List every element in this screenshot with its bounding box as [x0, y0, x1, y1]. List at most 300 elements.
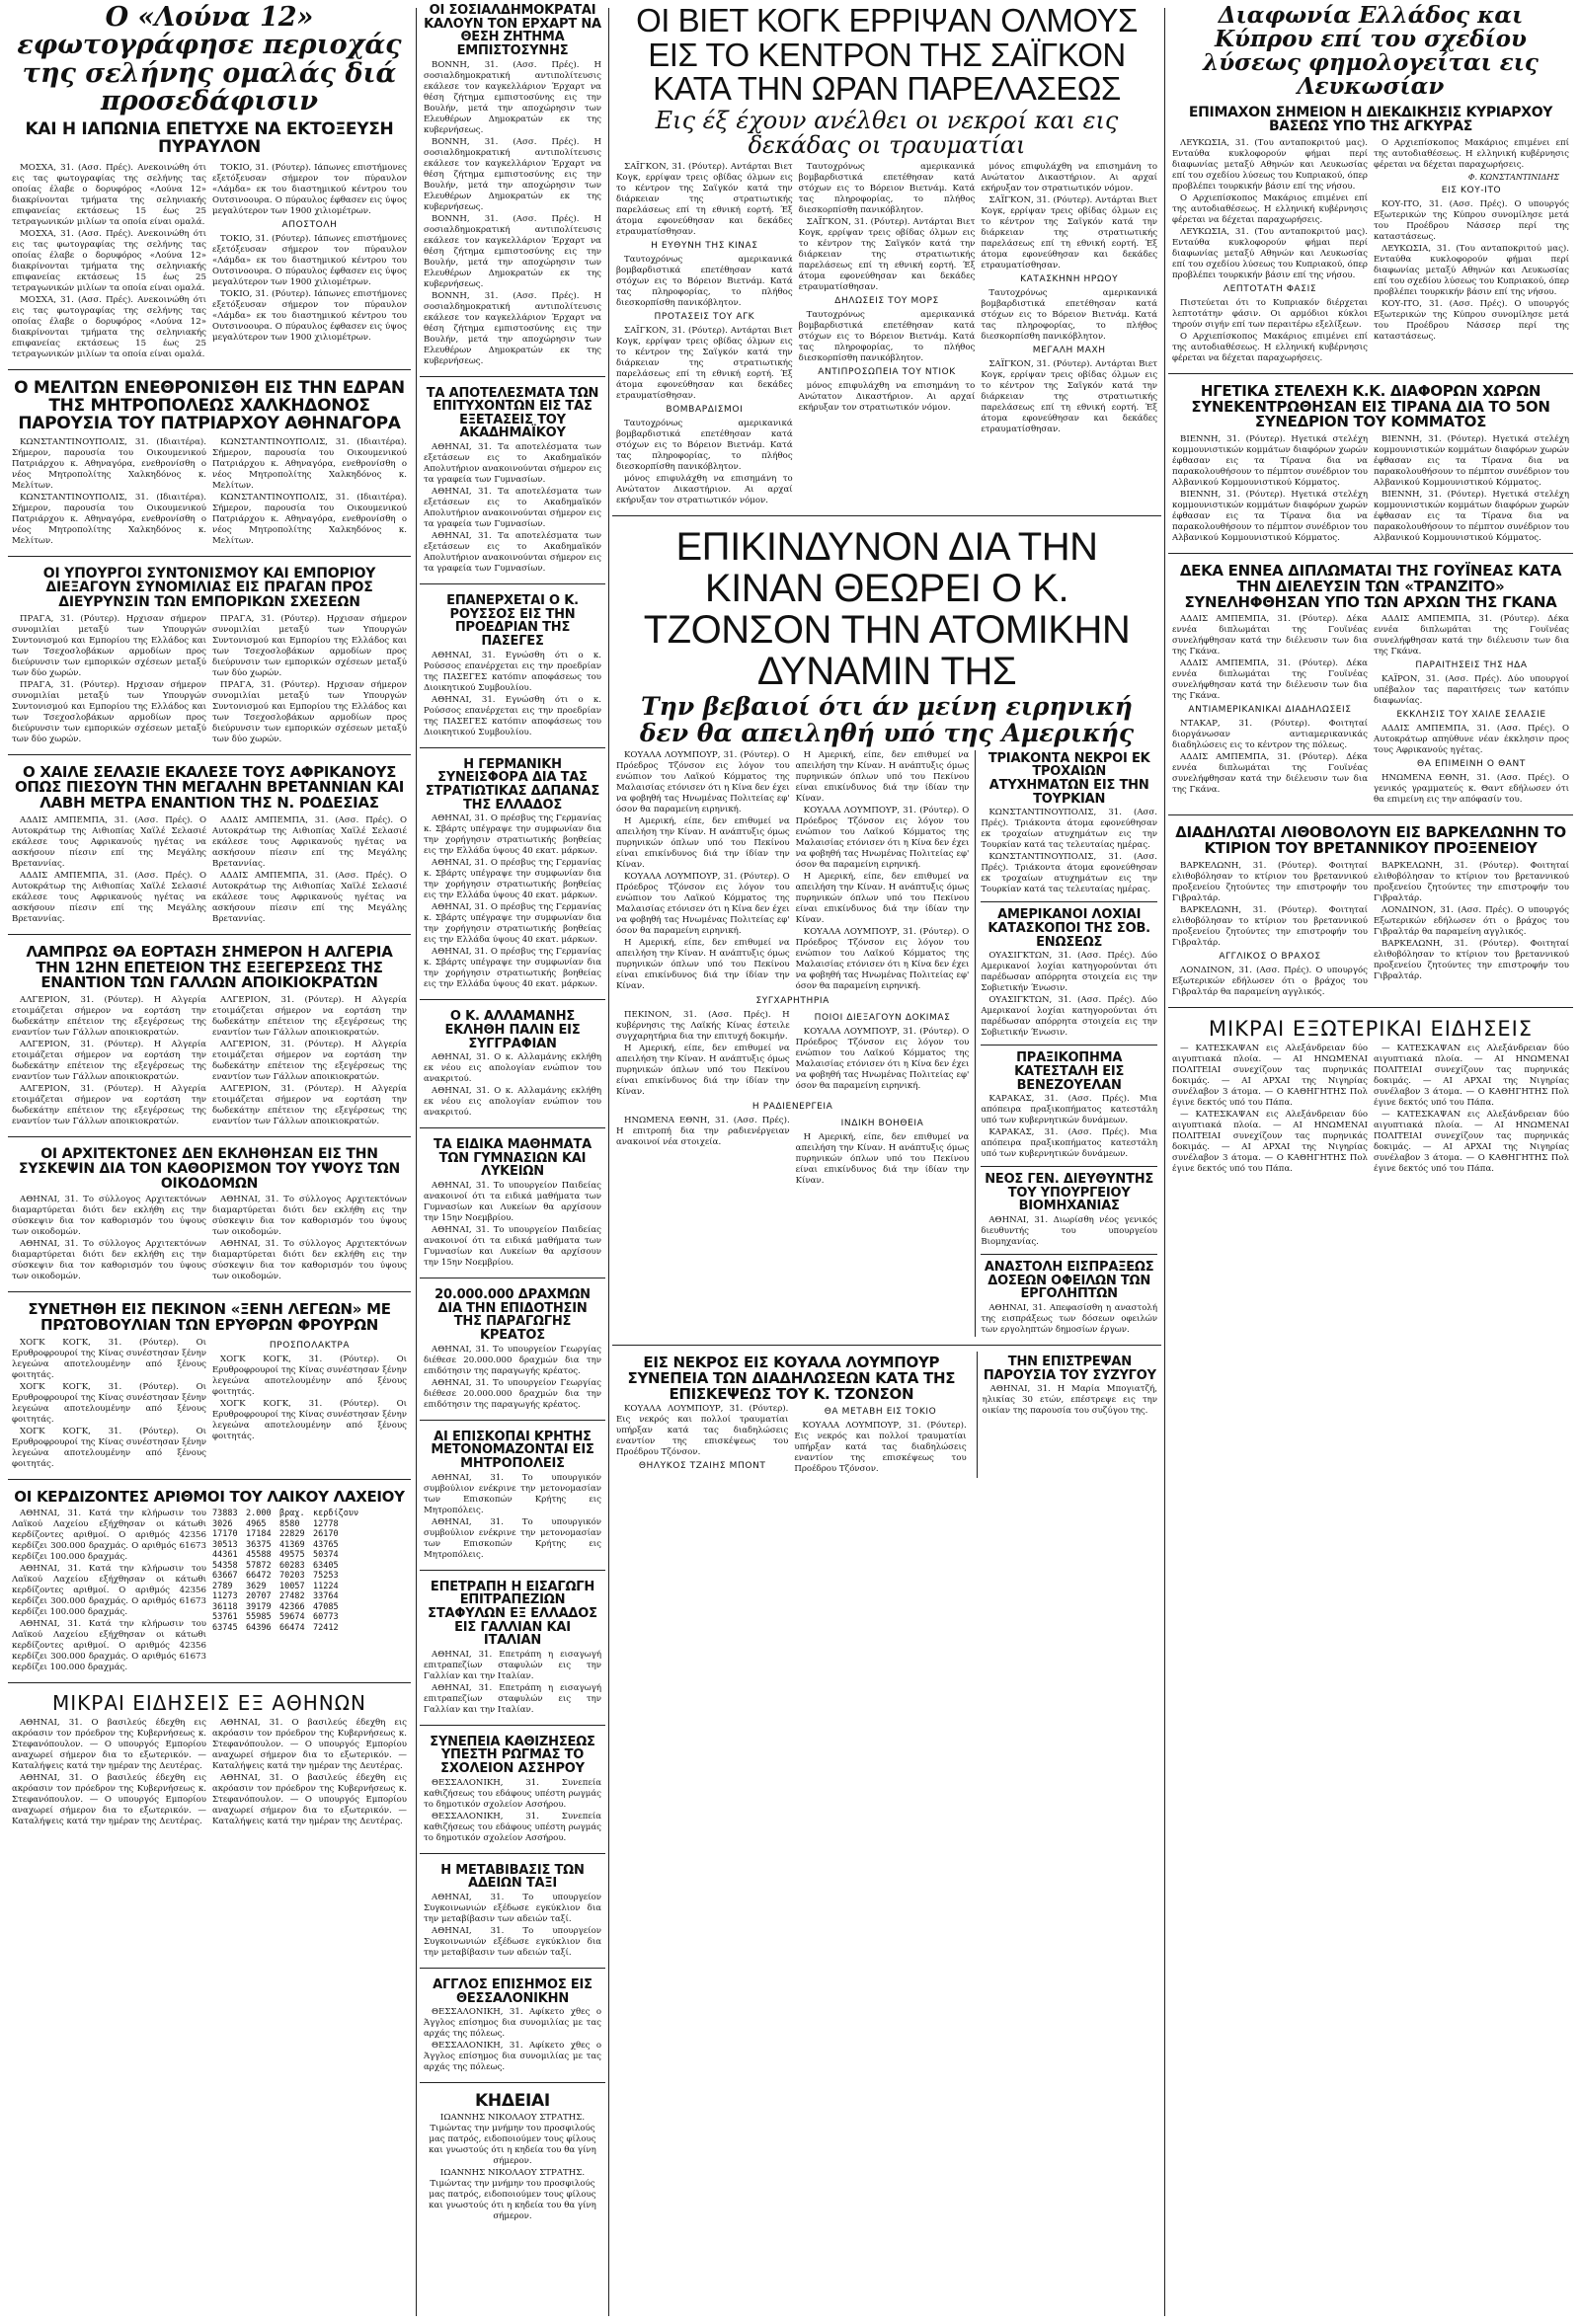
lottery-number: βραχ. [279, 1509, 305, 1519]
section-label: ΠΑΡΑΙΤΗΣΕΙΣ ΤΗΣ ΗΔΑ [1415, 660, 1528, 671]
article-text: Ταυτοχρόνως αμερικανικά βομβαρδιστικά επετέθησαν κατά στόχων εις το Βόρειον Βιετνάμ. Κατά τας πληροφορίας, το πλήθος διεσκορπίσθη πανικόβλητον. [798, 162, 976, 216]
lottery-number: 59674 [279, 1612, 305, 1623]
headline-algeria: ΛΑΜΠΡΩΣ ΘΑ ΕΟΡΤΑΣΗ ΣΗΜΕΡΟΝ Η ΑΛΓΕΡΙΑ ΤΗΝ 12ΗΝ ΕΠΕΤΕΙΟΝ ΤΗΣ ΕΞΕΓΕΡΣΕΩΣ ΤΗΣ ΕΝΑΝΤΙΟΝ ΤΩΝ ΓΑΛΛΩΝ ΑΠΟΙΚΙΟΚΡΑΤΩΝ [26, 942, 393, 992]
article-text: ΧΟΓΚ ΚΟΓΚ, 31. (Ρόυτερ). Οι Ερυθροφρουροί της Κίνας συνέστησαν ξένην λεγεώνα αποτελουμένην από ξένους φοιτητάς. [12, 1337, 206, 1380]
lottery-number: 3026 [212, 1518, 233, 1529]
article-tirana [1168, 380, 1573, 547]
article-text: ΚΟΥΑΛΑ ΛΟΥΜΠΟΥΡ, 31. (Ρόυτερ). Ο Πρόεδρος Τζόνσον εις λόγον του ενώπιον του Λαϊκού Κόμματος της Μαλαισίας ετόνισεν ότι η Κίνα δεν έχει να φοβηθή τας Ηνωμένας Πολιτείας εφ' όσον θα παραμείνη ειρηνική. [795, 1026, 970, 1091]
article-taxi [420, 1860, 605, 1962]
lottery-number: 63405 [313, 1560, 339, 1571]
lottery-number: 41369 [279, 1539, 305, 1550]
lottery-number: 63745 [212, 1622, 238, 1633]
lottery-number: 53761 [212, 1612, 238, 1623]
article-kuala-lumpur-dead [612, 1352, 971, 1478]
article-text: μόνος επιφυλάχθη να επισημάνη το Ανώτατον Δικαστήριον. Αι αρχαί εκήρυξαν τον στρατιωτικόν νόμον. [616, 474, 793, 506]
article-text: ΑΘΗΝΑΙ, 31. Το υπουργείον Γεωργίας διέθεσε 20.000.000 δραχμών δια την επιδότησιν της παραγωγής κρέατος. [424, 1377, 601, 1410]
article-english-official [420, 1975, 605, 2076]
article-text: ΘΕΣΣΑΛΟΝΙΚΗ, 31. Συνεπεία καθιζήσεως του εδάφους υπέστη ρωγμάς το δημοτικόν σχολείον Ασσήρου. [424, 1811, 601, 1843]
article-athens-news [8, 1689, 411, 1830]
headline-foreign-briefs: ΜΙΚΡΑΙ ΕΞΩΤΕΡΙΚΑΙ ΕΙΔΗΣΕΙΣ [1208, 1016, 1534, 1041]
headline-lessons: ΤΑ ΕΙΔΙΚΑ ΜΑΘΗΜΑΤΑ ΤΩΝ ΓΥΜΝΑΣΙΩΝ ΚΑΙ ΛΥΚΕΙΩΝ [434, 1137, 592, 1180]
section-label: ΑΝΤΙΑΜΕΡΙΚΑΝΙΚΑΙ ΔΙΑΔΗΛΩΣΕΙΣ [1188, 705, 1352, 716]
article-text: ΑΘΗΝΑΙ, 31. Εγνώσθη ότι ο κ. Ρούσσος επανέρχεται εις την προεδρίαν της ΠΑΣΕΓΕΣ κατόπιν αποφάσεως του Διοικητικού Συμβουλίου. [424, 650, 601, 693]
article-vietcong [612, 0, 1161, 509]
lottery-number: 17184 [246, 1529, 272, 1540]
article-text: ΑΘΗΝΑΙ, 31. Κατά την κλήρωσιν του Λαϊκού Λαχείου εξήχθησαν οι κάτωθι κερδίζοντες αριθμοί. Ο αριθμός 42356 κερδίζει 300.000 δραχμάς. Ο αριθμός 61673 κερδίζει 100.000 δραχμάς. [12, 1509, 206, 1563]
article-text: ΚΟΥ-ΙΤΟ, 31. (Ασσ. Πρές). Ο υπουργός Εξωτερικών της Κύπρου συνομίλησε μετά του Προέδρου Νάσσερ περί της καταστάσεως. [1374, 298, 1569, 342]
article-text: Ταυτοχρόνως αμερικανικά βομβαρδιστικά επετέθησαν κατά στόχων εις το Βόρειον Βιετνάμ. Κατά τας πληροφορίας, το πλήθος διεσκορπίσθη πανικόβλητον. [981, 288, 1158, 343]
article-text: ΑΛΓΕΡΙΟΝ, 31. (Ρόυτερ). Η Αλγερία ετοιμάζεται σήμερον να εορτάση την δωδεκάτην επέτειον της εξεγέρσεως της εναντίον των Γάλλων αποικιοκρατών. [212, 1084, 407, 1127]
article-ministers-prague [8, 563, 411, 748]
article-text: ΑΛΓΕΡΙΟΝ, 31. (Ρόυτερ). Η Αλγερία ετοιμάζεται σήμερον να εορτάση την δωδεκάτην επέτειον της εξεγέρσεως της εναντίον των Γάλλων αποικιοκρατών. [212, 1040, 407, 1083]
section-label: ΠΟΙΟΙ ΔΙΕΞΑΓΟΥΝ ΔΟΚΙΜΑΣ [814, 1012, 951, 1023]
lottery-number: 11224 [313, 1581, 339, 1591]
article-text: ΑΘΗΝΑΙ, 31. Επετράπη η εισαγωγή επιτραπεζίων σταφυλών εις την Γαλλίαν και την Ιταλίαν. [424, 1682, 601, 1715]
article-text: ΑΛΓΕΡΙΟΝ, 31. (Ρόυτερ). Η Αλγερία ετοιμάζεται σήμερον να εορτάση την δωδεκάτην επέτειον της εξεγέρσεως της εναντίον των Γάλλων αποικιοκρατών. [12, 995, 206, 1039]
article-text: ΑΔΔΙΣ ΑΜΠΕΜΠΑ, 31. (Ασσ. Πρές). Ο Αυτοκράτωρ της Αιθιοπίας Χαϊλέ Σελασιέ εκάλεσε τους Αφρικανούς ηγέτας να ασκήσουν πίεσιν επί της Μεγάλης Βρεταννίας. [12, 814, 206, 869]
article-text: ΛΕΥΚΩΣΙΑ, 31. (Του ανταποκριτού μας). Ενταύθα κυκλοφορούν φήμαι περί διαφωνίας μεταξύ Αθηνών και Λευκωσίας επί του σχεδίου λύσεως του Κυπριακού, όπερ προβλέπει τουρκικήν βάσιν επί της νήσου. [1172, 226, 1368, 280]
article-text: ΘΕΣΣΑΛΟΝΙΚΗ, 31. Αφίκετο χθες ο Άγγλος επίσημος δια συνομιλίας με τας αρχάς της πόλεως. [424, 2041, 601, 2073]
column-4 [1168, 0, 1573, 2324]
article-text: — ΚΑΤΕΣΚΑΨΑΝ εις Αλεξάνδρειαν δύο αιγυπτιακά πλοία. — ΑΙ ΗΝΩΜΕΝΑΙ ΠΟΛΙΤΕΙΑΙ συνεχίζουν τας πυρηνικάς δοκιμάς. — ΑΙ ΑΡΧΑΙ της Νιγηρίας συνέλαβον 3 άτομα. — Ο ΚΑΘΗΓΗΤΗΣ Πολ έγινε δεκτός υπό του Πάπα. [1172, 1043, 1368, 1108]
lottery-number: 43765 [313, 1539, 339, 1550]
article-barcelona [1168, 821, 1573, 1001]
lottery-number: 17170 [212, 1529, 238, 1540]
section-label: ΛΕΠΤΟΤΑΤΗ ΦΑΣΙΣ [1223, 283, 1317, 294]
article-text: ΑΘΗΝΑΙ, 31. Το σύλλογος Αρχιτεκτόνων διαμαρτύρεται διότι δεν εκλήθη εις την σύσκεψιν δια τον καθορισμόν του ύψους των οικοδομών. [212, 1195, 407, 1238]
article-text: ΑΘΗΝΑΙ, 31. Το υπουργείον Συγκοινωνιών εξέδωσε εγκύκλιον δια την μεταβίβασιν των αδειών ταξί. [424, 1925, 601, 1958]
article-architects [8, 1143, 411, 1285]
lottery-number: κερδίζουν [313, 1509, 359, 1519]
lottery-number: 63667 [212, 1571, 238, 1582]
lottery-numbers-table [212, 1509, 407, 1674]
article-text: ΑΘΗΝΑΙ, 31. Ο πρέσβυς της Γερμανίας κ. Σβάρτς υπέγραψε την συμφωνίαν δια την χορήγησιν στρατιωτικής βοηθείας εις την Ελλάδα ύψους 40 εκατ. μάρκων. [424, 858, 601, 901]
article-text: ΚΩΝΣΤΑΝΤΙΝΟΥΠΟΛΙΣ, 31. (Ιδιαιτέρα). Σήμερον, παρουσία του Οικουμενικού Πατριάρχου κ. Αθηναγόρα, ενεθρονίσθη ο νέος Μητροπολίτης Χαλκηδόνος κ. Μελίτων. [212, 492, 407, 546]
article-text: ΚΩΝΣΤΑΝΤΙΝΟΥΠΟΛΙΣ, 31. (Ιδιαιτέρα). Σήμερον, παρουσία του Οικουμενικού Πατριάρχου κ. Αθηναγόρα, ενεθρονίσθη ο νέος Μητροπολίτης Χαλκηδόνος κ. Μελίτων. [12, 492, 206, 546]
lottery-number: 27482 [279, 1591, 305, 1602]
article-foreign-legion [8, 1298, 411, 1473]
lottery-row [212, 1582, 407, 1592]
article-text: ΑΘΗΝΑΙ, 31. Το σύλλογος Αρχιτεκτόνων διαμαρτύρεται διότι δεν εκλήθη εις την σύσκεψιν δια τον καθορισμόν του ύψους των οικοδομών. [12, 1239, 206, 1282]
headline-returned: ΤΗΝ ΕΠΙΣΤΡΕΨΑΝ ΠΑΡΟΥΣΙΑ ΤΟΥ ΣΥΖΥΓΟΥ [983, 1355, 1156, 1383]
article-text: ΗΝΩΜΕΝΑ ΕΘΝΗ, 31. (Ασσ. Πρές). Η επιτροπή δια την ραδιενέργειαν ανακοινοί νέα στοιχεία. [616, 1115, 790, 1147]
article-text: ΑΘΗΝΑΙ, 31. Ο κ. Αλλαμάνης εκλήθη εκ νέου εις απολογίαν ενώπιον του ανακριτού. [424, 1086, 601, 1119]
article-text: ΑΘΗΝΑΙ, 31. Ο κ. Αλλαμάνης εκλήθη εκ νέου εις απολογίαν ενώπιον του ανακριτού. [424, 1052, 601, 1085]
article-text: ΚΟΥΑΛΑ ΛΟΥΜΠΟΥΡ, 31. (Ρόυτερ). Ο Πρόεδρος Τζόνσον εις λόγον του ενώπιον του Λαϊκού Κόμματος της Μαλαισίας ετόνισεν ότι η Κίνα δεν έχει να φοβηθή τας Ηνωμένας Πολιτείας εφ' όσον θα παραμείνη ειρηνική. [616, 871, 790, 936]
article-text: ΑΘΗΝΑΙ, 31. Το υπουργικόν συμβούλιον ενέκρινε την μετονομασίαν των Επισκοπών Κρήτης εις Μητροπόλεις. [424, 1472, 601, 1515]
headline-grapes: ΕΠΕΤΡΑΠΗ Η ΕΙΣΑΓΩΓΗ ΕΠΙΤΡΑΠΕΖΙΩΝ ΣΤΑΦΥΛΩΝ ΕΞ ΕΛΛΑΔΟΣ ΕΙΣ ΓΑΛΛΙΑΝ ΚΑΙ ΙΤΑΛΙΑΝ [428, 1579, 597, 1649]
article-text: ΣΑΪΓΚΟΝ, 31. (Ρόυτερ). Αντάρται Βιετ Κογκ, ερρίψαν τρεις οβίδας όλμων εις το κέντρον της Σαϊγκόν κατά την διάρκειαν της στρατιωτικής παρελάσεως επί τη εθνική εορτή. Έξ άτομα εφονεύθησαν και δεκάδες ετραυματίσθησαν. [981, 359, 1158, 435]
section-label: ΣΥΓΧΑΡΗΤΗΡΙΑ [755, 995, 830, 1006]
article-school-cracks [420, 1732, 605, 1847]
article-text: ΑΘΗΝΑΙ, 31. Το σύλλογος Αρχιτεκτόνων διαμαρτύρεται διότι δεν εκλήθη εις την σύσκεψιν δια τον καθορισμόν του ύψους των οικοδομών. [12, 1195, 206, 1238]
article-text: ΚΟΥΑΛΑ ΛΟΥΜΠΟΥΡ, 31. (Ρόυτερ). Ο Πρόεδρος Τζόνσον εις λόγον του ενώπιον του Λαϊκού Κόμματος της Μαλαισίας ετόνισεν ότι η Κίνα δεν έχει να φοβηθή τας Ηνωμένας Πολιτείας εφ' όσον θα παραμείνη ειρηνική. [795, 805, 970, 870]
section-label: ΑΠΟΣΤΟΛΗ [281, 220, 338, 231]
lottery-number: 72412 [313, 1622, 339, 1633]
lottery-number: 66474 [279, 1622, 305, 1633]
article-text: ΚΑΪΡΟΝ, 31. (Ασσ. Πρές). Δύο υπουργοί υπέβαλον τας παραιτήσεις των κατόπιν διαφωνίας. [1374, 674, 1569, 707]
column-1 [8, 0, 411, 2324]
article-text: ΒΟΝΝΗ, 31. (Ασσ. Πρές). Η σοσιαλδημοκρατική αντιπολίτευσις εκάλεσε τον καγκελλάριον Έρχαρτ να θέση ζήτημα εμπιστοσύνης εις την Βουλήν, μετά την αποχώρησιν των Ελευθέρων Δημοκρατών εκ της κυβερνήσεως. [424, 290, 601, 366]
article-text: Η Αμερική, είπε, δεν επιθυμεί να απειλήση την Κίναν. Η ανάπτυξις όμως πυρηνικών όπλων υπό του Πεκίνου είναι επικίνδυνος διά την ίδίαν την Κίναν. [616, 937, 790, 991]
headline-guinea: ΔΕΚΑ ΕΝΝΕΑ ΔΙΠΛΩΜΑΤΑΙ ΤΗΣ ΓΟΥΪΝΕΑΣ ΚΑΤΑ ΤΗΝ ΔΙΕΛΕΥΣΙΝ ΤΩΝ «ΤΡΑΝΖΙΤΟ» ΣΥΝΕΛΗΦΘΗΣΑΝ ΥΠΟ ΤΩΝ ΑΡΧΩΝ ΤΗΣ ΓΚΑΝΑ [1179, 562, 1562, 611]
lottery-row [212, 1519, 407, 1530]
article-text: ΑΘΗΝΑΙ, 31. Ο πρέσβυς της Γερμανίας κ. Σβάρτς υπέγραψε την συμφωνίαν δια την χορήγησιν στρατιωτικής βοηθείας εις την Ελλάδα ύψους 40 εκατ. μάρκων. [424, 902, 601, 946]
lottery-number: 70203 [279, 1571, 305, 1582]
article-text: Ο Αρχιεπίσκοπος Μακάριος επιμένει επί της αυτοδιαθέσεως. Η ελληνική κυβέρνησις φέρεται να δέχεται παραχωρήσεις. [1172, 331, 1368, 363]
article-text: ΠΡΑΓΑ, 31. (Ρόυτερ). Ηρχισαν σήμερον συνομιλίαι μεταξύ των Υπουργών Συντονισμού και Εμπορίου της Ελλάδος και των Τσεχοσλοβάκων αρμοδίων προς διεύρυνσιν των εμπορικών σχέσεων μεταξύ των δύο χωρών. [212, 613, 407, 678]
article-german-contribution [420, 754, 605, 994]
article-text: ΑΔΔΙΣ ΑΜΠΕΜΠΑ, 31. (Ασσ. Πρές). Ο Αυτοκράτωρ της Αιθιοπίας Χαϊλέ Σελασιέ εκάλεσε τους Αφρικανούς ηγέτας να ασκήσουν πίεσιν επί της Μεγάλης Βρεταννίας. [12, 870, 206, 924]
article-lottery [8, 1486, 411, 1677]
lottery-number: 36375 [246, 1539, 272, 1550]
article-text: ΤΟΚΙΟ, 31. (Ρόυτερ). Ιάπωνες επιστήμονες εξετόξευσαν σήμερον τον πύραυλον «Λάμδα» εκ του διαστημικού κέντρου του Ουτσινοουρα. Ο πύραυλος έφθασεν εις ύψος μεγαλύτερον των 1900 χιλιομέτρων. [212, 289, 407, 344]
article-text: ΑΘΗΝΑΙ, 31. Ο πρέσβυς της Γερμανίας κ. Σβάρτς υπέγραψε την συμφωνίαν δια την χορήγησιν στρατιωτικής βοηθείας εις την Ελλάδα ύψους 40 εκατ. μάρκων. [424, 947, 601, 990]
article-text: ΑΘΗΝΑΙ, 31. Το σύλλογος Αρχιτεκτόνων διαμαρτύρεται διότι δεν εκλήθη εις την σύσκεψιν δια τον καθορισμόν του ύψους των οικοδομών. [212, 1239, 407, 1282]
article-text: ΛΟΝΔΙΝΟΝ, 31. (Ασσ. Πρές). Ο υπουργός Εξωτερικών εδήλωσεν ότι ο βράχος του Γιβραλτάρ θα παραμείνη αγγλικός. [1374, 904, 1569, 937]
article-exams [420, 383, 605, 579]
headline-haile: Ο ΧΑΙΛΕ ΣΕΛΑΣΙΕ ΕΚΑΛΕΣΕ ΤΟΥΣ ΑΦΡΙΚΑΝΟΥΣ ΟΠΩΣ ΠΙΕΣΟΥΝ ΤΗΝ ΜΕΓΑΛΗΝ ΒΡΕΤΑΝΝΙΑΝ ΚΑΙ ΛΑΒΗ ΜΕΤΡΑ ΕΝΑΝΤΙΟΝ ΤΗΣ Ν. ΡΟΔΕΣΙΑΣ [14, 762, 405, 813]
headline-luna: Ο «Λούνα 12» εφωτογράφησε περιοχάς της σελήνης ομαλάς διά προσεδάφισιν [17, 2, 402, 117]
article-text: ΑΔΔΙΣ ΑΜΠΕΜΠΑ, 31. (Ασσ. Πρές). Ο Αυτοκράτωρ της Αιθιοπίας Χαϊλέ Σελασιέ εκάλεσε τους Αφρικανούς ηγέτας να ασκήσουν πίεσιν επί της Μεγάλης Βρεταννίας. [212, 870, 407, 924]
article-text: ΑΘΗΝΑΙ, 31. Το υπουργικόν συμβούλιον ενέκρινε την μετονομασίαν των Επισκοπών Κρήτης εις Μητροπόλεις. [424, 1516, 601, 1560]
article-johnson-china [612, 522, 1161, 1339]
lottery-number: 50374 [313, 1550, 339, 1561]
article-text: ΒΙΕΝΝΗ, 31. (Ρόυτερ). Ηγετικά στελέχη κομμουνιστικών κομμάτων διαφόρων χωρών έφθασαν εις τα Τίρανα δια να παρακολουθήσουν το πέμπτον συνέδριον του Αλβανικού Κομμουνιστικού Κόμματος. [1172, 434, 1368, 489]
article-text: ΜΟΣΧΑ, 31. (Ασσ. Πρές). Ανεκοινώθη ότι εις τας φωτογραφίας της σελήνης τας οποίας έλαβε ο δορυφόρος «Λούνα 12» διακρίνονται τμήματα της σεληνιακής επιφανείας εκτάσεως 15 έως 25 τετραγωνικών μιλίων τα οποία είναι ομαλά. [12, 163, 206, 228]
lottery-row [212, 1509, 407, 1519]
article-text: Η Αμερική, είπε, δεν επιθυμεί να απειλήση την Κίναν. Η ανάπτυξις όμως πυρηνικών όπλων υπό του Πεκίνου είναι επικίνδυνος διά την ίδίαν την Κίναν. [616, 1043, 790, 1097]
headline-tirana: ΗΓΕΤΙΚΑ ΣΤΕΛΕΧΗ Κ.Κ. ΔΙΑΦΟΡΩΝ ΧΩΡΩΝ ΣΥΝΕΚΕΝΤΡΩΘΗΣΑΝ ΕΙΣ ΤΙΡΑΝΑ ΔΙΑ ΤΟ 5ΟΝ ΣΥΝΕΔΡΙΟΝ ΤΟΥ ΚΟΜΜΑΤΟΣ [1191, 381, 1550, 431]
headline-german: Η ΓΕΡΜΑΝΙΚΗ ΣΥΝΕΙΣΦΟΡΑ ΔΙΑ ΤΑΣ ΣΤΡΑΤΙΩΤΙΚΑΣ ΔΑΠΑΝΑΣ ΤΗΣ ΕΛΛΑΔΟΣ [425, 756, 600, 813]
article-meat-subsidy [420, 1284, 605, 1414]
headline-english-official: ΑΓΓΛΟΣ ΕΠΙΣΗΜΟΣ ΕΙΣ ΘΕΣΣΑΛΟΝΙΚΗΝ [433, 1976, 592, 2006]
section-label: Η ΡΑΔΙΕΝΕΡΓΕΙΑ [751, 1101, 833, 1112]
headline-taxi: Η ΜΕΤΑΒΙΒΑΣΙΣ ΤΩΝ ΑΔΕΙΩΝ ΤΑΞΙ [440, 1862, 585, 1892]
article-text: ΑΘΗΝΑΙ, 31. Το υπουργείον Γεωργίας διέθεσε 20.000.000 δραχμών δια την επιδότησιν της παραγωγής κρέατος. [424, 1344, 601, 1376]
headline-turkey-accidents: ΤΡΙΑΚΟΝΤΑ ΝΕΚΡΟΙ ΕΚ ΤΡΟΧΑΙΩΝ ΑΤΥΧΗΜΑΤΩΝ ΕΙΣ ΤΗΝ ΤΟΥΡΚΙΑΝ [988, 750, 1150, 807]
column-rule-3 [1164, 8, 1165, 2316]
article-text: ΤΟΚΙΟ, 31. (Ρόυτερ). Ιάπωνες επιστήμονες εξετόξευσαν σήμερον τον πύραυλον «Λάμδα» εκ του διαστημικού κέντρου του Ουτσινοουρα. Ο πύραυλος έφθασεν εις ύψος μεγαλύτερον των 1900 χιλιομέτρων. [212, 234, 407, 288]
article-text: ΑΔΔΙΣ ΑΜΠΕΜΠΑ, 31. (Ρόυτερ). Δέκα εννέα διπλωμάται της Γουϊνέας συνελήφθησαν κατά την διέλευσιν των δια της Γκάνα. [1374, 614, 1569, 658]
article-text: ΚΑΡΑΚΑΣ, 31. (Ασσ. Πρές). Μια απόπειρα πραξικοπήματος κατεστάλη υπό των κυβερνητικών δυνάμεων. [981, 1127, 1157, 1160]
lottery-row [212, 1591, 407, 1602]
section-label: ΑΝΤΙΠΡΟΣΩΠΕΙΑ ΤΟΥ ΝΤΙΟΚ [818, 367, 956, 378]
article-text: — ΚΑΤΕΣΚΑΨΑΝ εις Αλεξάνδρειαν δύο αιγυπτιακά πλοία. — ΑΙ ΗΝΩΜΕΝΑΙ ΠΟΛΙΤΕΙΑΙ συνεχίζουν τας πυρηνικάς δοκιμάς. — ΑΙ ΑΡΧΑΙ της Νιγηρίας συνέλαβον 3 άτομα. — Ο ΚΑΘΗΓΗΤΗΣ Πολ έγινε δεκτός υπό του Πάπα. [1374, 1043, 1569, 1108]
column-3 [612, 0, 1161, 2324]
lottery-number: 44361 [212, 1550, 238, 1561]
article-text: ΑΛΓΕΡΙΟΝ, 31. (Ρόυτερ). Η Αλγερία ετοιμάζεται σήμερον να εορτάση την δωδεκάτην επέτειον της εξεγέρσεως της εναντίον των Γάλλων αποικιοκρατών. [12, 1084, 206, 1127]
article-returned-wife [977, 1352, 1161, 1478]
article-text: ΘΕΣΣΑΛΟΝΙΚΗ, 31. Συνεπεία καθιζήσεως του εδάφους υπέστη ρωγμάς το δημοτικόν σχολείον Ασσήρου. [424, 1777, 601, 1810]
article-text: ΚΟΥ-ΙΤΟ, 31. (Ασσ. Πρές). Ο υπουργός Εξωτερικών της Κύπρου συνομίλησε μετά του Προέδρου Νάσσερ περί της καταστάσεως. [1374, 198, 1569, 242]
headline-exams: ΤΑ ΑΠΟΤΕΛΕΣΜΑΤΑ ΤΩΝ ΕΠΙΤΥΧΟΝΤΩΝ ΕΙΣ ΤΑΣ ΕΞΕΤΑΣΕΙΣ ΤΟΥ ΑΚΑΔΗΜΑΪΚΟΥ [426, 385, 599, 441]
article-text: ΣΑΪΓΚΟΝ, 31. (Ρόυτερ). Αντάρται Βιετ Κογκ, ερρίψαν τρεις οβίδας όλμων εις το κέντρον της Σαϊγκόν κατά την διάρκειαν της στρατιωτικής παρελάσεως επί τη εθνική εορτή. Έξ άτομα εφονεύθησαν και δεκάδες ετραυματίσθησαν. [798, 217, 976, 293]
lottery-number: 2789 [212, 1581, 233, 1591]
lottery-number: 11273 [212, 1591, 238, 1602]
lottery-number: 30513 [212, 1539, 238, 1550]
headline-legion: ΣΥΝΕΤΗΘΗ ΕΙΣ ΠΕΚΙΝΟΝ «ΞΕΝΗ ΛΕΓΕΩΝ» ΜΕ ΠΡΩΤΟΒΟΥΛΙΑΝ ΤΩΝ ΕΡΥΘΡΩΝ ΦΡΟΥΡΩΝ [28, 1300, 391, 1334]
lottery-row [212, 1529, 407, 1540]
article-text: ΑΔΔΙΣ ΑΜΠΕΜΠΑ, 31. (Ασσ. Πρές). Ο Αυτοκράτωρ της Αιθιοπίας Χαϊλέ Σελασιέ εκάλεσε τους Αφρικανούς ηγέτας να ασκήσουν πίεσιν επί της Μεγάλης Βρεταννίας. [212, 814, 407, 869]
lottery-number: 54358 [212, 1560, 238, 1571]
article-text: Ταυτοχρόνως αμερικανικά βομβαρδιστικά επετέθησαν κατά στόχων εις το Βόρειον Βιετνάμ. Κατά τας πληροφορίας, το πλήθος διεσκορπίσθη πανικόβλητον. [616, 255, 793, 309]
article-text: Ταυτοχρόνως αμερικανικά βομβαρδιστικά επετέθησαν κατά στόχων εις το Βόρειον Βιετνάμ. Κατά τας πληροφορίας, το πλήθος διεσκορπίσθη πανικόβλητον. [616, 419, 793, 473]
lottery-number: 66472 [246, 1571, 272, 1582]
headline-meliton: Ο ΜΕΛΙΤΩΝ ΕΝΕΘΡΟΝΙΣΘΗ ΕΙΣ ΤΗΝ ΕΔΡΑΝ ΤΗΣ ΜΗΤΡΟΠΟΛΕΩΣ ΧΑΛΚΗΔΟΝΟΣ ΠΑΡΟΥΣΙΑ ΤΟΥ ΠΑΤΡΙΑΡΧΟΥ ΑΘΗΝΑΓΟΡΑ [14, 378, 405, 433]
lottery-number: 10057 [279, 1581, 305, 1591]
article-text: ΑΘΗΝΑΙ, 31. Ο βασιλεύς έδεχθη εις ακρόασιν τον πρόεδρον της Κυβερνήσεως κ. Στεφανόπουλον. — Ο υπουργός Εμπορίου αναχωρεί σήμερον δια το εξωτερικόν. — Καταλήψεις κατά την ημέραν της Δευτέρας. [12, 1773, 206, 1827]
article-text: ΒΑΡΚΕΛΩΝΗ, 31. (Ρόυτερ). Φοιτηταί ελιθοβόλησαν το κτίριον του βρεταννικού προξενείου ζητούντες την επιστροφήν του Γιβραλτάρ. [1374, 938, 1569, 981]
headline-school: ΣΥΝΕΠΕΙΑ ΚΑΘΙΖΗΣΕΩΣ ΥΠΕΣΤΗ ΡΩΓΜΑΣ ΤΟ ΣΧΟΛΕΙΟΝ ΑΣΣΗΡΟΥ [430, 1734, 595, 1777]
article-crete-dioceses [420, 1427, 605, 1564]
subheadline-johnson-china: Την βεβαιοί ότι άν μείνη ειρηνική δεν θα απειληθή υπό της Αμερικής [639, 692, 1135, 747]
article-text: ΙΩΑΝΝΗΣ ΝΙΚΟΛΑΟΥ ΣΤΡΑΤΗΣ. Τιμώντας την μνήμην του προσφιλούς μας πατρός, ειδοποιούμεν τους φίλους και γνωστούς ότι η κηδεία του θα γίνη σήμερον. [429, 2113, 596, 2167]
article-erhard [420, 0, 605, 370]
headline-johnson-china: ΕΠΙΚΙΝΔΥΝΟΝ ΔΙΑ ΤΗΝ ΚΙΝΑΝ ΘΕΩΡΕΙ Ο Κ. ΤΖΟΝΣΟΝ ΤΗΝ ΑΤΟΜΙΚΗΝ ΔΥΝΑΜΙΝ ΤΗΣ [643, 525, 1131, 694]
article-text: ΤΟΚΙΟ, 31. (Ρόυτερ). Ιάπωνες επιστήμονες εξετόξευσαν σήμερον τον πύραυλον «Λάμδα» εκ του διαστημικού κέντρου του Ουτσινοουρα. Ο πύραυλος έφθασεν εις ύψος μεγαλύτερον των 1900 χιλιομέτρων. [212, 163, 407, 217]
article-text: ΧΟΓΚ ΚΟΓΚ, 31. (Ρόυτερ). Οι Ερυθροφρουροί της Κίνας συνέστησαν ξένην λεγεώνα αποτελουμένην από ξένους φοιτητάς. [12, 1426, 206, 1469]
lottery-number: 49575 [279, 1550, 305, 1561]
subheadline-japan-rocket: ΚΑΙ Η ΙΑΠΩΝΙΑ ΕΠΕΤΥΧΕ ΝΑ ΕΚΤΟΞΕΥΣΗ ΠΥΡΑΥΛΟΝ [25, 119, 394, 158]
lottery-row [212, 1540, 407, 1551]
article-text: ΑΘΗΝΑΙ, 31. Τα αποτελέσματα των εξετάσεων εις το Ακαδημαϊκόν Απολυτήριον ανακοινούνται σήμερον εις τα γραφεία των Γυμνασίων. [424, 487, 601, 530]
article-text: ΑΔΔΙΣ ΑΜΠΕΜΠΑ, 31. (Ρόυτερ). Δέκα εννέα διπλωμάται της Γουϊνέας συνελήφθησαν κατά την διέλευσιν των δια της Γκάνα. [1172, 658, 1368, 702]
article-text: ΛΕΥΚΩΣΙΑ, 31. (Του ανταποκριτού μας). Ενταύθα κυκλοφορούν φήμαι περί διαφωνίας μεταξύ Αθηνών και Λευκωσίας επί του σχεδίου λύσεως του Κυπριακού, όπερ προβλέπει τουρκικήν βάσιν επί της νήσου. [1172, 137, 1368, 192]
article-text: Η Αμερική, είπε, δεν επιθυμεί να απειλήση την Κίναν. Η ανάπτυξις όμως πυρηνικών όπλων υπό του Πεκίνου είναι επικίνδυνος διά την ίδίαν την Κίναν. [795, 1131, 970, 1186]
headline-sergeants-spies: ΑΜΕΡΙΚΑΝΟΙ ΛΟΧΙΑΙ ΚΑΤΑΣΚΟΠΟΙ ΤΗΣ ΣΟΒ. ΕΝΩΣΕΩΣ [988, 907, 1150, 950]
section-label: ΔΗΛΩΣΕΙΣ ΤΟΥ ΜΟΡΣ [834, 296, 939, 307]
headline-kuala-lumpur: ΕΙΣ ΝΕΚΡΟΣ ΕΙΣ ΚΟΥΑΛΑ ΛΟΥΜΠΟΥΡ ΣΥΝΕΠΕΙΑ ΤΩΝ ΔΙΑΔΗΛΩΣΕΩΝ ΚΑΤΑ ΤΗΣ ΕΠΙΣΚΕΨΕΩΣ ΤΟΥ Κ. ΤΖΟΝΣΟΝ [627, 1354, 956, 1403]
lottery-number: 64396 [246, 1622, 272, 1633]
lottery-row [212, 1571, 407, 1582]
lottery-number: 20707 [246, 1591, 272, 1602]
article-grapes [420, 1577, 605, 1719]
article-text: ΠΕΚΙΝΟΝ, 31. (Ασσ. Πρές). Η κυβέρνησις της Λαϊκής Κίνας έστειλε συγχαρητήρια δια την επιτυχή δοκιμήν. [616, 1009, 790, 1042]
article-text: ΒΑΡΚΕΛΩΝΗ, 31. (Ρόυτερ). Φοιτηταί ελιθοβόλησαν το κτίριον του βρεταννικού προξενείου ζητούντες την επιστροφήν του Γιβραλτάρ. [1172, 904, 1368, 948]
article-text: ΑΘΗΝΑΙ, 31. Τα αποτελέσματα των εξετάσεων εις το Ακαδημαϊκόν Απολυτήριον ανακοινούνται σήμερον εις τα γραφεία των Γυμνασίων. [424, 531, 601, 575]
section-label: ΒΟΜΒΑΡΔΙΣΜΟΙ [666, 405, 744, 416]
article-text: ΒΟΝΝΗ, 31. (Ασσ. Πρές). Η σοσιαλδημοκρατική αντιπολίτευσις εκάλεσε τον καγκελλάριον Έρχαρτ να θέση ζήτημα εμπιστοσύνης εις την Βουλήν, μετά την αποχώρησιν των Ελευθέρων Δημοκρατών εκ της κυβερνήσεως. [424, 59, 601, 135]
headline-lottery: ΟΙ ΚΕΡΔΙΖΟΝΤΕΣ ΑΡΙΘΜΟΙ ΤΟΥ ΛΑΙΚΟΥ ΛΑΧΕΙΟΥ [14, 1487, 405, 1506]
headline-venezuela-coup: ΠΡΑΞΙΚΟΠΗΜΑ ΚΑΤΕΣΤΑΛΗ ΕΙΣ ΒΕΝΕΖΟΥΕΛΑΝ [1014, 1050, 1125, 1093]
article-text: ΚΟΥΑΛΑ ΛΟΥΜΠΟΥΡ, 31. (Ρόυτερ). Εις νεκρός και πολλοί τραυματίαι υπήρξαν κατά τας διαδηλώσεις εναντίον της επισκέψεως του Προέδρου Τζόνσον. [616, 1404, 789, 1458]
article-meliton [8, 376, 411, 550]
article-text: ΛΟΝΔΙΝΟΝ, 31. (Ασσ. Πρές). Ο υπουργός Εξωτερικών εδήλωσεν ότι ο βράχος του Γιβραλτάρ θα παραμείνη αγγλικός. [1172, 965, 1368, 997]
article-text: ΑΔΔΙΣ ΑΜΠΕΜΠΑ, 31. (Ασσ. Πρές). Ο Αυτοκράτωρ απηύθυνε νέαν έκκλησιν προς τους Αφρικανούς ηγέτας. [1374, 724, 1569, 756]
article-text: ΑΘΗΝΑΙ, 31. Ο βασιλεύς έδεχθη εις ακρόασιν τον πρόεδρον της Κυβερνήσεως κ. Στεφανόπουλον. — Ο υπουργός Εμπορίου αναχωρεί σήμερον δια το εξωτερικόν. — Καταλήψεις κατά την ημέραν της Δευτέρας. [212, 1773, 407, 1827]
article-text: ΚΩΝΣΤΑΝΤΙΝΟΥΠΟΛΙΣ, 31. (Ασσ. Πρές). Τριάκοντα άτομα εφονεύθησαν εκ τροχαίων ατυχημάτων εις την Τουρκίαν κατά τας τελευταίας ημέρας. [981, 808, 1157, 851]
article-text: ΑΔΔΙΣ ΑΜΠΕΜΠΑ, 31. (Ρόυτερ). Δέκα εννέα διπλωμάται της Γουϊνέας συνελήφθησαν κατά την διέλευσιν των δια της Γκάνα. [1172, 752, 1368, 796]
lottery-number: 26170 [313, 1529, 339, 1540]
section-label: ΘΗΛΥΚΟΣ ΤΖΑΙΗΣ ΜΠΟΝΤ [638, 1461, 766, 1472]
article-text: ΜΟΣΧΑ, 31. (Ασσ. Πρές). Ανεκοινώθη ότι εις τας φωτογραφίας της σελήνης τας οποίας έλαβε ο δορυφόρος «Λούνα 12» διακρίνονται τμήματα της σεληνιακής επιφανείας εκτάσεως 15 έως 25 τετραγωνικών μιλίων τα οποία είναι ομαλά. [12, 229, 206, 294]
article-text: Η Αμερική, είπε, δεν επιθυμεί να απειλήση την Κίναν. Η ανάπτυξις όμως πυρηνικών όπλων υπό του Πεκίνου είναι επικίνδυνος διά την ίδίαν την Κίναν. [795, 749, 970, 804]
lottery-number: 12778 [313, 1518, 339, 1529]
lottery-row [212, 1602, 407, 1613]
article-lessons [420, 1134, 605, 1272]
article-allamanis [420, 1006, 605, 1122]
article-luna-12 [8, 0, 411, 363]
article-text: ΛΕΥΚΩΣΙΑ, 31. (Του ανταποκριτού μας). Ενταύθα κυκλοφορούν φήμαι περί διαφωνίας μεταξύ Αθηνών και Λευκωσίας επί του σχεδίου λύσεως του Κυπριακού, όπερ προβλέπει τουρκικήν βάσιν επί της νήσου. [1374, 243, 1569, 297]
article-text: Πιστεύεται ότι το Κυπριακόν διέρχεται λεπτοτάτην φάσιν. Οι αρμόδιοι κύκλοι τηρούν σιγήν επί των περαιτέρω εξελίξεων. [1172, 297, 1368, 330]
article-text: ΚΩΝΣΤΑΝΤΙΝΟΥΠΟΛΙΣ, 31. (Ιδιαιτέρα). Σήμερον, παρουσία του Οικουμενικού Πατριάρχου κ. Αθηναγόρα, ενεθρονίσθη ο νέος Μητροπολίτης Χαλκηδόνος κ. Μελίτων. [12, 436, 206, 491]
article-text: ΑΘΗΝΑΙ, 31. Ο βασιλεύς έδεχθη εις ακρόασιν τον πρόεδρον της Κυβερνήσεως κ. Στεφανόπουλον. — Ο υπουργός Εμπορίου αναχωρεί σήμερον δια το εξωτερικόν. — Καταλήψεις κατά την ημέραν της Δευτέρας. [12, 1718, 206, 1772]
article-text: ΑΛΓΕΡΙΟΝ, 31. (Ρόυτερ). Η Αλγερία ετοιμάζεται σήμερον να εορτάση την δωδεκάτην επέτειον της εξεγέρσεως της εναντίον των Γάλλων αποικιοκρατών. [12, 1040, 206, 1083]
lottery-number: 55985 [246, 1612, 272, 1623]
article-text: — ΚΑΤΕΣΚΑΨΑΝ εις Αλεξάνδρειαν δύο αιγυπτιακά πλοία. — ΑΙ ΗΝΩΜΕΝΑΙ ΠΟΛΙΤΕΙΑΙ συνεχίζουν τας πυρηνικάς δοκιμάς. — ΑΙ ΑΡΧΑΙ της Νιγηρίας συνέλαβον 3 άτομα. — Ο ΚΑΘΗΓΗΤΗΣ Πολ έγινε δεκτός υπό του Πάπα. [1172, 1109, 1368, 1174]
article-cyprus [1168, 0, 1573, 367]
article-text: ΒΙΕΝΝΗ, 31. (Ρόυτερ). Ηγετικά στελέχη κομμουνιστικών κομμάτων διαφόρων χωρών έφθασαν εις τα Τίρανα δια να παρακολουθήσουν το πέμπτον συνέδριον του Αλβανικού Κομμουνιστικού Κόμματος. [1172, 490, 1368, 544]
lottery-number: 45588 [246, 1550, 272, 1561]
article-text: ΑΘΗΝΑΙ, 31. Κατά την κλήρωσιν του Λαϊκού Λαχείου εξήχθησαν οι κάτωθι κερδίζοντες αριθμοί. Ο αριθμός 42356 κερδίζει 300.000 δραχμάς. Ο αριθμός 61673 κερδίζει 100.000 δραχμάς. [12, 1564, 206, 1618]
headline-meat: 20.000.000 ΔΡΑΧΜΩΝ ΔΙΑ ΤΗΝ ΕΠΙΔΟΤΗΣΙΝ ΤΗΣ ΠΑΡΑΓΩΓΗΣ ΚΡΕΑΤΟΣ [434, 1287, 591, 1344]
article-text: Ταυτοχρόνως αμερικανικά βομβαρδιστικά επετέθησαν κατά στόχων εις το Βόρειον Βιετνάμ. Κατά τας πληροφορίας, το πλήθος διεσκορπίσθη πανικόβλητον. [798, 310, 976, 364]
article-text: ΘΕΣΣΑΛΟΝΙΚΗ, 31. Αφίκετο χθες ο Άγγλος επίσημος δια συνομιλίας με τας αρχάς της πόλεως. [424, 2007, 601, 2040]
article-text: Ο Αρχιεπίσκοπος Μακάριος επιμένει επί της αυτοδιαθέσεως. Η ελληνική κυβέρνησις φέρεται να δέχεται παραχωρήσεις. [1172, 193, 1368, 225]
subheadline-vietcong: Εις έξ έχουν ανέλθει οι νεκροί και εις δεκάδας οι τραυματίαι [655, 106, 1119, 160]
article-text: Η Αμερική, είπε, δεν επιθυμεί να απειλήση την Κίναν. Η ανάπτυξις όμως πυρηνικών όπλων υπό του Πεκίνου είναι επικίνδυνος διά την ίδίαν την Κίναν. [616, 815, 790, 870]
headline-athens-news: ΜΙΚΡΑΙ ΕΙΔΗΣΕΙΣ ΕΞ ΑΘΗΝΩΝ [52, 1691, 366, 1716]
article-text: ΑΘΗΝΑΙ, 31. Επετράπη η εισαγωγή επιτραπεζίων σταφυλών εις την Γαλλίαν και την Ιταλίαν. [424, 1649, 601, 1681]
lottery-number: 75253 [313, 1571, 339, 1582]
lottery-row [212, 1550, 407, 1561]
article-text: ΠΡΑΓΑ, 31. (Ρόυτερ). Ηρχισαν σήμερον συνομιλίαι μεταξύ των Υπουργών Συντονισμού και Εμπορίου της Ελλάδος και των Τσεχοσλοβάκων αρμοδίων προς διεύρυνσιν των εμπορικών σχέσεων μεταξύ των δύο χωρών. [212, 679, 407, 744]
article-text: ΑΔΔΙΣ ΑΜΠΕΜΠΑ, 31. (Ρόυτερ). Δέκα εννέα διπλωμάται της Γουϊνέας συνελήφθησαν κατά την διέλευσιν των δια της Γκάνα. [1172, 614, 1368, 658]
article-guinea-diplomats [1168, 560, 1573, 809]
section-label: ΙΝΔΙΚΗ ΒΟΗΘΕΙΑ [840, 1118, 924, 1128]
article-funerals [420, 2089, 605, 2225]
article-text: ΑΘΗΝΑΙ, 31. Διωρίσθη νέος γενικός διευθυντής του υπουργείου Βιομηχανίας. [981, 1215, 1157, 1248]
article-text: ΑΘΗΝΑΙ, 31. Τα αποτελέσματα των εξετάσεων εις το Ακαδημαϊκόν Απολυτήριον ανακοινούνται σήμερον εις τα γραφεία των Γυμνασίων. [424, 442, 601, 486]
headline-vietcong: ΟΙ ΒΙΕΤ ΚΟΓΚ ΕΡΡΙΨΑΝ ΟΛΜΟΥΣ ΕΙΣ ΤΟ ΚΕΝΤΡΟΝ ΤΗΣ ΣΑΪΓΚΟΝ ΚΑΤΑ ΤΗΝ ΩΡΑΝ ΠΑΡΕΛΑΣΕΩΣ [636, 2, 1138, 108]
article-text: ΒΑΡΚΕΛΩΝΗ, 31. (Ρόυτερ). Φοιτηταί ελιθοβόλησαν το κτίριον του βρεταννικού προξενείου ζητούντες την επιστροφήν του Γιβραλτάρ. [1172, 860, 1368, 903]
article-text: ΒΙΕΝΝΗ, 31. (Ρόυτερ). Ηγετικά στελέχη κομμουνιστικών κομμάτων διαφόρων χωρών έφθασαν εις τα Τίρανα δια να παρακολουθήσουν το πέμπτον συνέδριον του Αλβανικού Κομμουνιστικού Κόμματος. [1374, 490, 1569, 544]
article-text: μόνος επιφυλάχθη να επισημάνη το Ανώτατον Δικαστήριον. Αι αρχαί εκήρυξαν τον στρατιωτικόν νόμον. [981, 162, 1158, 194]
article-text: μόνος επιφυλάχθη να επισημάνη το Ανώτατον Δικαστήριον. Αι αρχαί εκήρυξαν τον στρατιωτικόν νόμον. [798, 381, 976, 414]
lottery-number: 57872 [246, 1560, 272, 1571]
article-roussos [420, 590, 605, 741]
article-text: ΑΛΓΕΡΙΟΝ, 31. (Ρόυτερ). Η Αλγερία ετοιμάζεται σήμερον να εορτάση την δωδεκάτην επέτειον της εξεγέρσεως της εναντίον των Γάλλων αποικιοκρατών. [212, 995, 407, 1039]
article-text: ΒΙΕΝΝΗ, 31. (Ρόυτερ). Ηγετικά στελέχη κομμουνιστικών κομμάτων διαφόρων χωρών έφθασαν εις τα Τίρανα δια να παρακολουθήσουν το πέμπτον συνέδριον του Αλβανικού Κομμουνιστικού Κόμματος. [1374, 434, 1569, 489]
section-label: ΑΓΓΛΙΚΟΣ Ο ΒΡΑΧΟΣ [1219, 951, 1321, 962]
article-foreign-briefs [1168, 1014, 1573, 1178]
headline-funerals: ΚΗΔΕΙΑΙ [475, 2091, 550, 2112]
article-text: ΑΘΗΝΑΙ, 31. Ο πρέσβυς της Γερμανίας κ. Σβάρτς υπέγραψε την συμφωνίαν δια την χορήγησιν στρατιωτικής βοηθείας εις την Ελλάδα ύψους 40 εκατ. μάρκων. [424, 813, 601, 857]
article-text: ΧΟΓΚ ΚΟΓΚ, 31. (Ρόυτερ). Οι Ερυθροφρουροί της Κίνας συνέστησαν ξένην λεγεώνα αποτελουμένην από ξένους φοιτητάς. [12, 1381, 206, 1425]
lottery-number: 39179 [246, 1601, 272, 1612]
article-text: ΑΘΗΝΑΙ, 31. Το υπουργείον Παιδείας ανακοινοί ότι τα ειδικά μαθήματα των Γυμνασίων και Λυκείων θα αρχίσουν την 15ην Νοεμβρίου. [424, 1181, 601, 1224]
article-text: ΑΘΗΝΑΙ, 31. Εγνώσθη ότι ο κ. Ρούσσος επανέρχεται εις την προεδρίαν της ΠΑΣΕΓΕΣ κατόπιν αποφάσεως του Διοικητικού Συμβουλίου. [424, 694, 601, 737]
article-text: ΜΟΣΧΑ, 31. (Ασσ. Πρές). Ανεκοινώθη ότι εις τας φωτογραφίας της σελήνης τας οποίας έλαβε ο δορυφόρος «Λούνα 12» διακρίνονται τμήματα της σεληνιακής επιφανείας εκτάσεως 15 έως 25 τετραγωνικών μιλίων τα οποία είναι ομαλά. [12, 295, 206, 360]
lottery-row [212, 1561, 407, 1572]
lottery-number: 2.000 [246, 1509, 272, 1519]
lottery-number: 22829 [279, 1529, 305, 1540]
article-text: ΟΥΑΣΙΓΚΤΩΝ, 31. (Ασσ. Πρές). Δύο Αμερικανοί λοχίαι κατηγορούνται ότι παρέδωσαν απόρρητα στοιχεία εις την Σοβιετικήν Ένωσιν. [981, 995, 1157, 1039]
article-text: ΒΑΡΚΕΛΩΝΗ, 31. (Ρόυτερ). Φοιτηταί ελιθοβόλησαν το κτίριον του βρεταννικού προξενείου ζητούντες την επιστροφήν του Γιβραλτάρ. [1374, 860, 1569, 903]
article-text: Η Αμερική, είπε, δεν επιθυμεί να απειλήση την Κίναν. Η ανάπτυξις όμως πυρηνικών όπλων υπό του Πεκίνου είναι επικίνδυνος διά την ίδίαν την Κίναν. [795, 871, 970, 925]
article-text: ΙΩΑΝΝΗΣ ΝΙΚΟΛΑΟΥ ΣΤΡΑΤΗΣ. Τιμώντας την μνήμην του προσφιλούς μας πατρός, ειδοποιούμεν τους φίλους και γνωστούς ότι η κηδεία του θα γίνη σήμερον. [429, 2168, 596, 2222]
lottery-row [212, 1612, 407, 1623]
section-label: ΕΙΣ ΚΟΥ-ΙΤΟ [1441, 185, 1502, 195]
headline-cyprus: Διαφωνία Ελλάδος και Κύπρου επί του σχεδίου λύσεως φημολογείται εις Λευκωσίαν [1203, 2, 1539, 101]
lottery-number: 73883 [212, 1509, 238, 1519]
section-label: ΚΑΤΑΣΚΗΝΗ ΗΡΩΟΥ [1020, 274, 1119, 285]
column-rule-2 [608, 8, 609, 2316]
article-text: ΚΟΥΑΛΑ ΛΟΥΜΠΟΥΡ, 31. (Ρόυτερ). Ο Πρόεδρος Τζόνσον εις λόγον του ενώπιον του Λαϊκού Κόμματος της Μαλαισίας ετόνισεν ότι η Κίνα δεν έχει να φοβηθή τας Ηνωμένας Πολιτείας εφ' όσον θα παραμείνη ειρηνική. [616, 749, 790, 814]
subheadline-cyprus: ΕΠΙΜΑΧΟΝ ΣΗΜΕΙΟΝ Η ΔΙΕΚΔΙΚΗΣΙΣ ΚΥΡΙΑΡΧΟΥ ΒΑΣΕΩΣ ΥΠΟ ΤΗΣ ΑΓΚΥΡΑΣ [1188, 104, 1553, 135]
headline-prague: ΟΙ ΥΠΟΥΡΓΟΙ ΣΥΝΤΟΝΙΣΜΟΥ ΚΑΙ ΕΜΠΟΡΙΟΥ ΔΙΕΞΑΓΟΥΝ ΣΥΝΟΜΙΛΙΑΣ ΕΙΣ ΠΡΑΓΑΝ ΠΡΟΣ ΔΙΕΥΡΥΝΣΙΝ ΤΩΝ ΕΜΠΟΡΙΚΩΝ ΣΧΕΣΕΩΝ [42, 565, 376, 610]
headline-barcelona: ΔΙΑΔΗΛΩΤΑΙ ΛΙΘΟΒΟΛΟΥΝ ΕΙΣ ΒΑΡΚΕΛΩΝΗΝ ΤΟ ΚΤΙΡΙΟΝ ΤΟΥ ΒΡΕΤΑΝΝΙΚΟΥ ΠΡΟΞΕΝΕΙΟΥ [1175, 823, 1566, 858]
article-text: ΠΡΑΓΑ, 31. (Ρόυτερ). Ηρχισαν σήμερον συνομιλίαι μεταξύ των Υπουργών Συντονισμού και Εμπορίου της Ελλάδος και των Τσεχοσλοβάκων αρμοδίων προς διεύρυνσιν των εμπορικών σχέσεων μεταξύ των δύο χωρών. [12, 613, 206, 678]
lottery-number: 60283 [279, 1560, 305, 1571]
lottery-number: 42366 [279, 1601, 305, 1612]
headline-erhard: ΟΙ ΣΟΣΙΑΛΔΗΜΟΚΡΑΤΑΙ ΚΑΛΟΥΝ ΤΟΝ ΕΡΧΑΡΤ ΝΑ ΘΕΣΗ ΖΗΤΗΜΑ ΕΜΠΙΣΤΟΣΥΝΗΣ [424, 3, 601, 58]
article-text: — ΚΑΤΕΣΚΑΨΑΝ εις Αλεξάνδρειαν δύο αιγυπτιακά πλοία. — ΑΙ ΗΝΩΜΕΝΑΙ ΠΟΛΙΤΕΙΑΙ συνεχίζουν τας πυρηνικάς δοκιμάς. — ΑΙ ΑΡΧΑΙ της Νιγηρίας συνέλαβον 3 άτομα. — Ο ΚΑΘΗΓΗΤΗΣ Πολ έγινε δεκτός υπό του Πάπα. [1374, 1109, 1569, 1174]
lottery-number: 33764 [313, 1591, 339, 1602]
headline-architects: ΟΙ ΑΡΧΙΤΕΚΤΟΝΕΣ ΔΕΝ ΕΚΛΗΘΗΣΑΝ ΕΙΣ ΤΗΝ ΣΥΣΚΕΨΙΝ ΔΙΑ ΤΟΝ ΚΑΘΟΡΙΣΜΟΝ ΤΟΥ ΥΨΟΥΣ ΤΩΝ ΟΙΚΟΔΟΜΩΝ [18, 1146, 401, 1192]
article-text: ΑΘΗΝΑΙ, 31. Κατά την κλήρωσιν του Λαϊκού Λαχείου εξήχθησαν οι κάτωθι κερδίζοντες αριθμοί. Ο αριθμός 42356 κερδίζει 300.000 δραχμάς. Ο αριθμός 61673 κερδίζει 100.000 δραχμάς. [12, 1619, 206, 1673]
article-text: ΟΥΑΣΙΓΚΤΩΝ, 31. (Ασσ. Πρές). Δύο Αμερικανοί λοχίαι κατηγορούνται ότι παρέδωσαν απόρρητα στοιχεία εις την Σοβιετικήν Ένωσιν. [981, 951, 1157, 994]
section-label: ΘΑ ΕΠΙΜΕΙΝΗ Ο ΘΑΝΤ [1417, 759, 1526, 770]
article-text: ΣΑΪΓΚΟΝ, 31. (Ρόυτερ). Αντάρται Βιετ Κογκ, ερρίψαν τρεις οβίδας όλμων εις το κέντρον της Σαϊγκόν κατά την διάρκειαν της στρατιωτικής παρελάσεως επί τη εθνική εορτή. Έξ άτομα εφονεύθησαν και δεκάδες ετραυματίσθησαν. [616, 326, 793, 402]
article-text: ΑΘΗΝΑΙ, 31. Ο βασιλεύς έδεχθη εις ακρόασιν τον πρόεδρον της Κυβερνήσεως κ. Στεφανόπουλον. — Ο υπουργός Εμπορίου αναχωρεί σήμερον δια το εξωτερικόν. — Καταλήψεις κατά την ημέραν της Δευτέρας. [212, 1718, 407, 1772]
article-text: ΑΘΗΝΑΙ, 31. Η Μαρία Μπογιατζή, ηλικίας 30 ετών, επέστρεψε εις την οικίαν της παρουσία του συζύγου της. [982, 1384, 1157, 1417]
section-label: ΠΡΟΣΠΟΛΑΚΤΡΑ [269, 1340, 351, 1351]
article-text: ΣΑΪΓΚΟΝ, 31. (Ρόυτερ). Αντάρται Βιετ Κογκ, ερρίψαν τρεις οβίδας όλμων εις το κέντρον της Σαϊγκόν κατά την διάρκειαν της στρατιωτικής παρελάσεως επί τη εθνική εορτή. Έξ άτομα εφονεύθησαν και δεκάδες ετραυματίσθησαν. [616, 162, 793, 238]
article-text: ΑΘΗΝΑΙ, 31. Το υπουργείον Συγκοινωνιών εξέδωσε εγκύκλιον δια την μεταβίβασιν των αδειών ταξί. [424, 1892, 601, 1924]
byline: Φ. ΚΩΝΣΤΑΝΤΙΝΙΔΗΣ [1467, 172, 1559, 182]
article-text: ΑΘΗΝΑΙ, 31. Απεφασίσθη η αναστολή της εισπράξεως των δόσεων οφειλών των εργοληπτών δημοσίων έργων. [981, 1303, 1157, 1336]
lottery-number: 3629 [246, 1581, 267, 1591]
article-text: ΝΤΑΚΑΡ, 31. (Ρόυτερ). Φοιτηταί διοργάνωσαν αντιαμερικανικάς διαδηλώσεις εις το κέντρον της πόλεως. [1172, 719, 1368, 751]
article-text: ΚΟΥΑΛΑ ΛΟΥΜΠΟΥΡ, 31. (Ρόυτερ). Ο Πρόεδρος Τζόνσον εις λόγον του ενώπιον του Λαϊκού Κόμματος της Μαλαισίας ετόνισεν ότι η Κίνα δεν έχει να φοβηθή τας Ηνωμένας Πολιτείας εφ' όσον θα παραμείνη ειρηνική. [795, 926, 970, 991]
headline-allamanis: Ο Κ. ΑΛΛΑΜΑΝΗΣ ΕΚΛΗΘΗ ΠΑΛΙΝ ΕΙΣ ΣΥΓΓΡΑΦΙΑΝ [444, 1009, 581, 1051]
article-text: ΚΑΡΑΚΑΣ, 31. (Ασσ. Πρές). Μια απόπειρα πραξικοπήματος κατεστάλη υπό των κυβερνητικών δυνάμεων. [981, 1094, 1157, 1126]
article-text: ΑΘΗΝΑΙ, 31. Το υπουργείον Παιδείας ανακοινοί ότι τα ειδικά μαθήματα των Γυμνασίων και Λυκείων θα αρχίσουν την 15ην Νοεμβρίου. [424, 1225, 601, 1269]
headline-roussos: ΕΠΑΝΕΡΧΕΤΑΙ Ο Κ. ΡΟΥΣΣΟΣ ΕΙΣ ΤΗΝ ΠΡΟΕΔΡΙΑΝ ΤΗΣ ΠΑΣΕΓΕΣ [446, 593, 579, 650]
article-haile-selassie [8, 761, 411, 928]
article-text: ΣΑΪΓΚΟΝ, 31. (Ρόυτερ). Αντάρται Βιετ Κογκ, ερρίψαν τρεις οβίδας όλμων εις το κέντρον της Σαϊγκόν κατά την διάρκειαν της στρατιωτικής παρελάσεως επί τη εθνική εορτή. Έξ άτομα εφονεύθησαν και δεκάδες ετραυματίσθησαν. [981, 195, 1158, 271]
article-text: ΧΟΓΚ ΚΟΓΚ, 31. (Ρόυτερ). Οι Ερυθροφρουροί της Κίνας συνέστησαν ξένην λεγεώνα αποτελουμένην από ξένους φοιτητάς. [212, 1398, 407, 1441]
article-text: ΒΟΝΝΗ, 31. (Ασσ. Πρές). Η σοσιαλδημοκρατική αντιπολίτευσις εκάλεσε τον καγκελλάριον Έρχαρτ να θέση ζήτημα εμπιστοσύνης εις την Βουλήν, μετά την αποχώρησιν των Ελευθέρων Δημοκρατών εκ της κυβερνήσεως. [424, 136, 601, 212]
headline-crete: ΑΙ ΕΠΙΣΚΟΠΑΙ ΚΡΗΤΗΣ ΜΕΤΟΝΟΜΑΖΟΝΤΑΙ ΕΙΣ ΜΗΤΡΟΠΟΛΕΙΣ [431, 1429, 594, 1471]
article-algeria [8, 941, 411, 1130]
lottery-row [212, 1623, 407, 1634]
section-label: ΕΚΚΛΗΣΙΣ ΤΟΥ ΧΑΙΛΕ ΣΕΛΑΣΙΕ [1396, 710, 1546, 721]
article-text: ΠΡΑΓΑ, 31. (Ρόυτερ). Ηρχισαν σήμερον συνομιλίαι μεταξύ των Υπουργών Συντονισμού και Εμπορίου της Ελλάδος και των Τσεχοσλοβάκων αρμοδίων προς διεύρυνσιν των εμπορικών σχέσεων μεταξύ των δύο χωρών. [12, 679, 206, 744]
article-text: ΚΩΝΣΤΑΝΤΙΝΟΥΠΟΛΙΣ, 31. (Ασσ. Πρές). Τριάκοντα άτομα εφονεύθησαν εκ τροχαίων ατυχημάτων εις την Τουρκίαν κατά τας τελευταίας ημέρας. [981, 852, 1157, 895]
column-2 [420, 0, 605, 2324]
lottery-number: 47085 [313, 1601, 339, 1612]
section-label: ΜΕΓΑΛΗ ΜΑΧΗ [1032, 346, 1106, 356]
article-text: ΚΟΥΑΛΑ ΛΟΥΜΠΟΥΡ, 31. (Ρόυτερ). Εις νεκρός και πολλοί τραυματίαι υπήρξαν κατά τας διαδηλώσεις εναντίον της επισκέψεως του Προέδρου Τζόνσον. [794, 1421, 967, 1475]
headline-contractors: ΑΝΑΣΤΟΛΗ ΕΙΣΠΡΑΞΕΩΣ ΔΟΣΕΩΝ ΟΦΕΙΛΩΝ ΤΩΝ ΕΡΓΟΛΗΠΤΩΝ [984, 1260, 1154, 1302]
lottery-number: 36118 [212, 1601, 238, 1612]
lottery-number: 60773 [313, 1612, 339, 1623]
article-text: ΚΩΝΣΤΑΝΤΙΝΟΥΠΟΛΙΣ, 31. (Ιδιαιτέρα). Σήμερον, παρουσία του Οικουμενικού Πατριάρχου κ. Αθηναγόρα, ενεθρονίσθη ο νέος Μητροπολίτης Χαλκηδόνος κ. Μελίτων. [212, 436, 407, 491]
section-label: ΠΡΟΤΑΣΕΙΣ ΤΟΥ ΑΓΚ [654, 312, 755, 323]
column-rule-1 [416, 8, 417, 2316]
article-text: ΗΝΩΜΕΝΑ ΕΘΝΗ, 31. (Ασσ. Πρές). Ο γενικός γραμματεύς κ. Θαντ εδήλωσεν ότι θα επιμείνη εις την απόφασίν του. [1374, 773, 1569, 806]
section-label: Η ΕΥΘΥΝΗ ΤΗΣ ΚΙΝΑΣ [651, 241, 758, 252]
headline-industry-director: ΝΕΟΣ ΓΕΝ. ΔΙΕΥΘΥΝΤΗΣ ΤΟΥ ΥΠΟΥΡΓΕΙΟΥ ΒΙΟΜΗΧΑΝΙΑΣ [985, 1172, 1154, 1214]
lottery-number: 4965 [246, 1518, 267, 1529]
section-label: ΘΑ ΜΕΤΑΒΗ ΕΙΣ ΤΟΚΙΟ [824, 1407, 937, 1418]
article-text: ΒΟΝΝΗ, 31. (Ασσ. Πρές). Η σοσιαλδημοκρατική αντιπολίτευσις εκάλεσε τον καγκελλάριον Έρχαρτ να θέση ζήτημα εμπιστοσύνης εις την Βουλήν, μετά την αποχώρησιν των Ελευθέρων Δημοκρατών εκ της κυβερνήσεως. [424, 213, 601, 289]
lottery-number: 8580 [279, 1518, 300, 1529]
article-text: Ο Αρχιεπίσκοπος Μακάριος επιμένει επί της αυτοδιαθέσεως. Η ελληνική κυβέρνησις φέρεται να δέχεται παραχωρήσεις. [1374, 137, 1569, 170]
